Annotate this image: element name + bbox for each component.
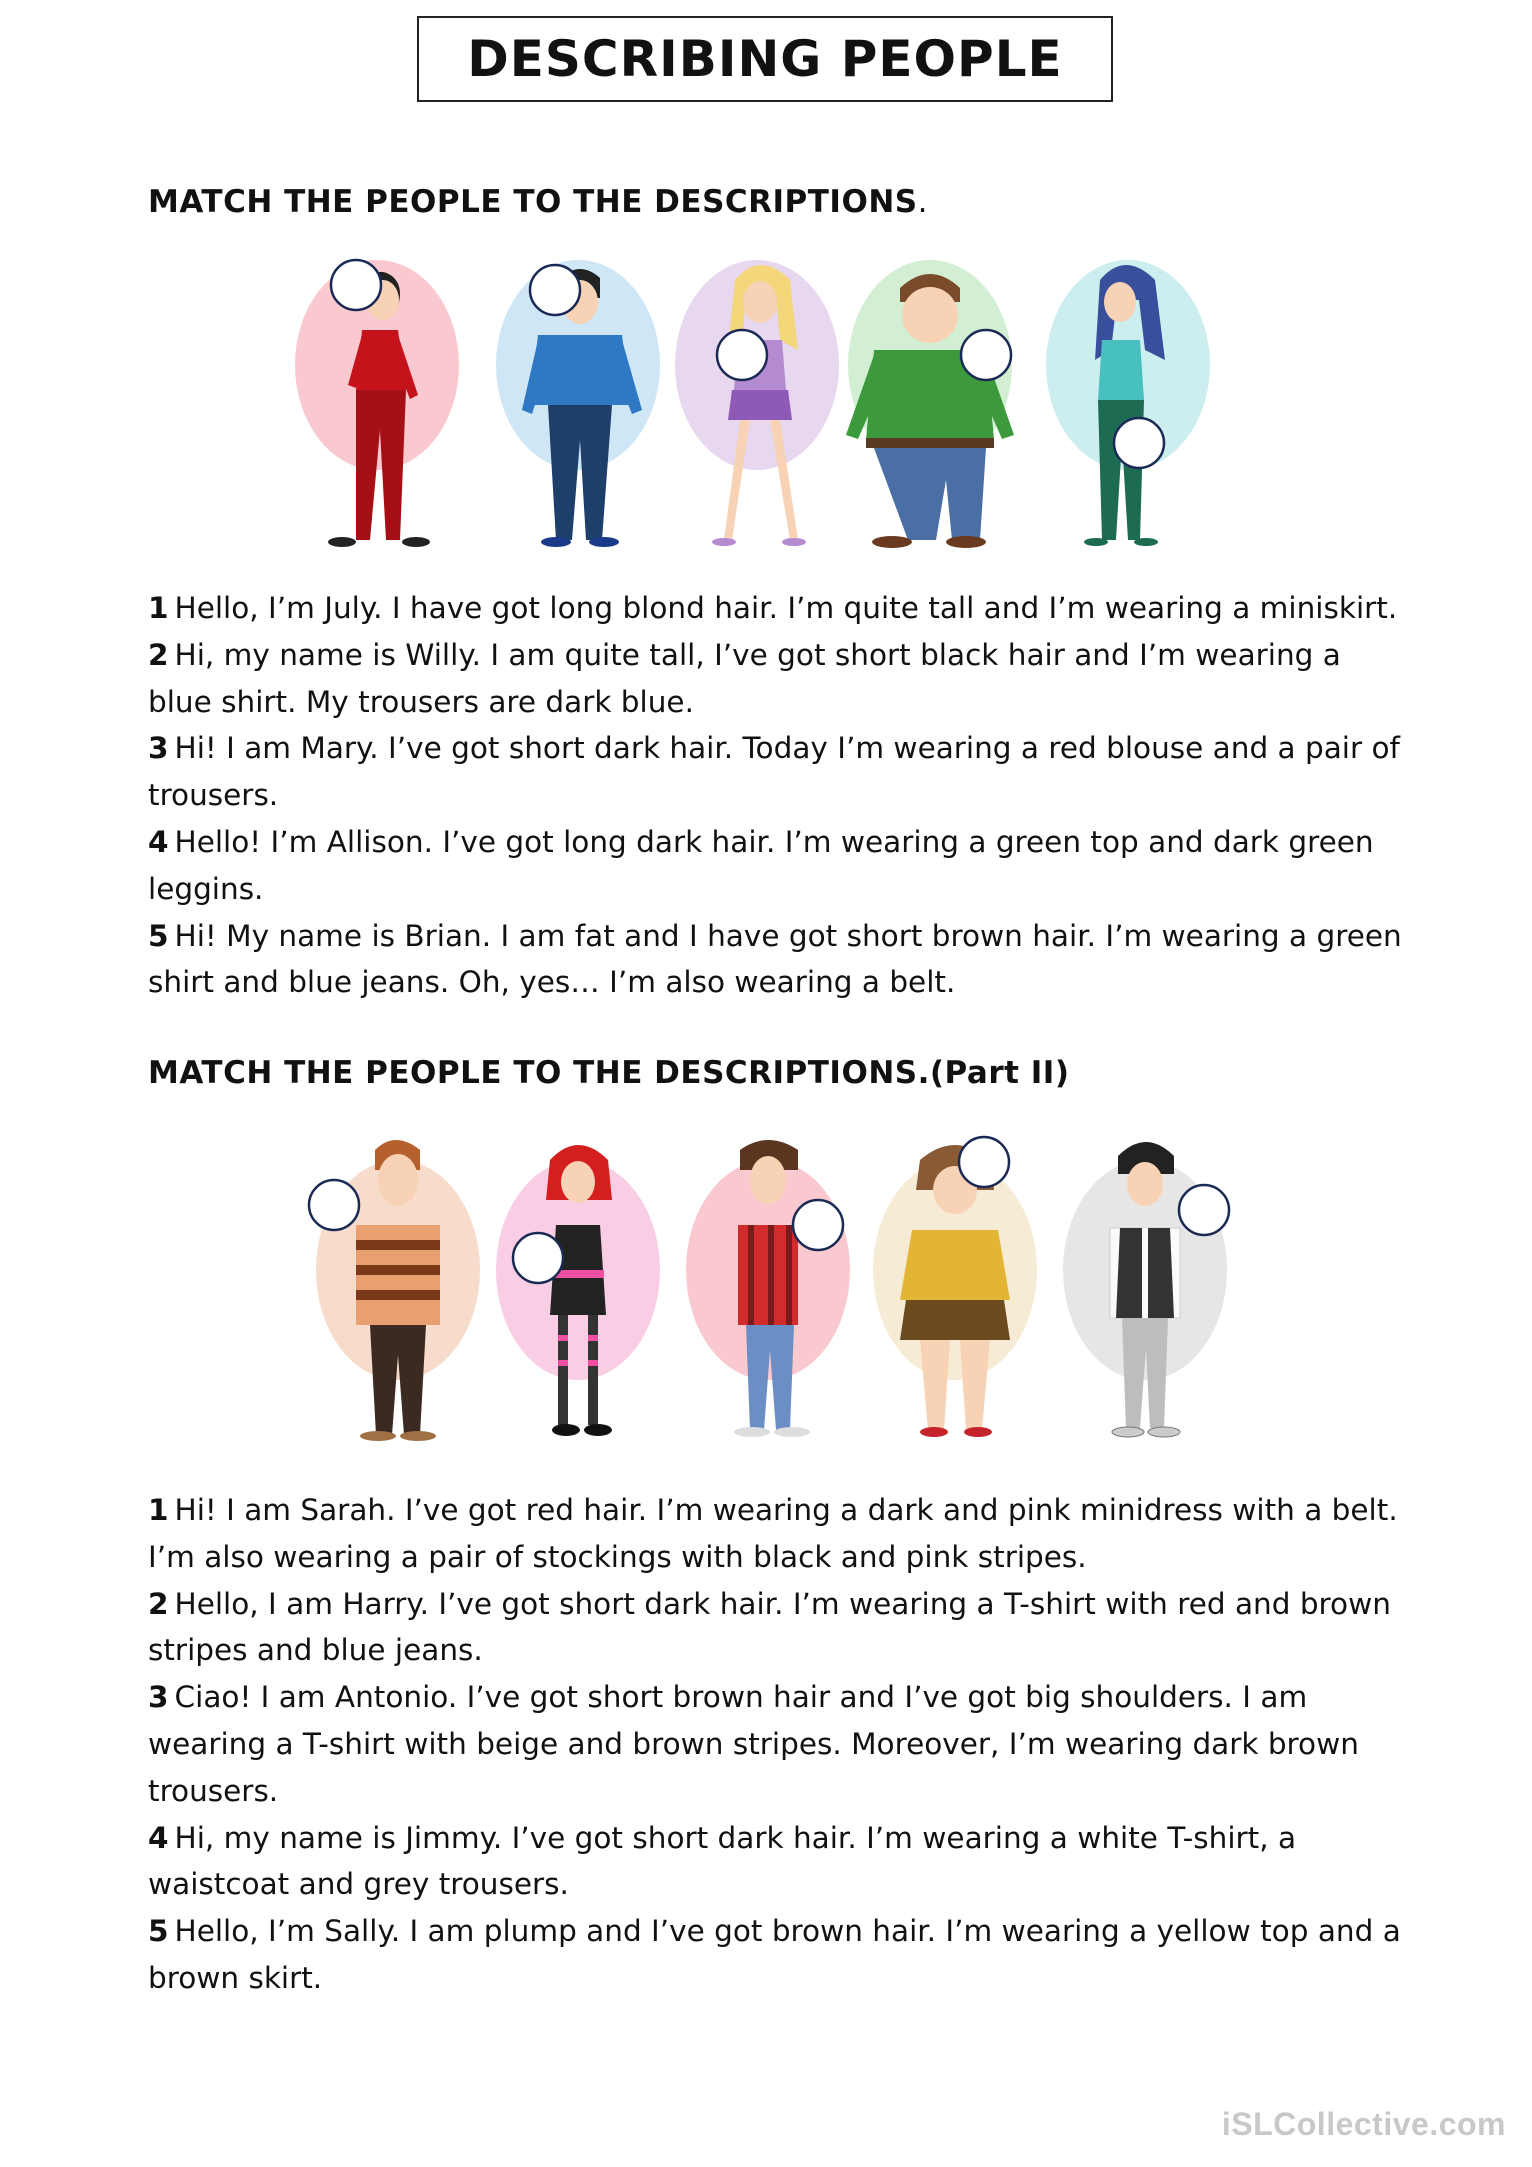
part2-description-5: 5 Hello, I’m Sally. I am plump and I’ve got brown hair. I’m wearing a yellow top and a brown skirt. <box>148 1914 1401 1995</box>
answer-circle-1[interactable] <box>331 260 381 310</box>
part1-heading-suffix: . <box>917 184 928 220</box>
part1-figures <box>0 240 1532 550</box>
figure-willy <box>496 260 660 547</box>
figure-allison <box>1046 260 1210 546</box>
answer-circle-9[interactable] <box>959 1137 1009 1187</box>
part2-description-4: 4 Hi, my name is Jimmy. I’ve got short dark hair. I’m wearing a white T-shirt, a waistcoat and grey trousers. <box>148 1820 1297 1902</box>
title-box <box>417 16 1113 102</box>
part1-description-5: 5 Hi! My name is Brian. I am fat and I have got short brown hair. I’m wearing a green shirt and blue jeans. Oh, yes… I’m also wearing a belt. <box>148 918 1402 1000</box>
answer-circle-2[interactable] <box>530 265 580 315</box>
part1-description-4: 4 Hello! I’m Allison. I’ve got long dark hair. I’m wearing a green top and dark green leggins. <box>148 824 1374 906</box>
part1-description-1: 1 Hello, I’m July. I have got long blond hair. I’m quite tall and I’m wearing a miniskirt. <box>148 591 1398 625</box>
figure-harry <box>686 1140 850 1437</box>
part2-descriptions <box>148 1487 1408 2002</box>
answer-circle-8[interactable] <box>793 1200 843 1250</box>
part1-descriptions <box>148 585 1408 1006</box>
part1-description-3: 3 Hi! I am Mary. I’ve got short dark hair. Today I’m wearing a red blouse and a pair of trousers. <box>148 731 1400 813</box>
figure-brian <box>846 260 1014 548</box>
part2-figures <box>0 1120 1532 1460</box>
part2-heading <box>148 1055 1069 1091</box>
figure-sally <box>873 1145 1037 1437</box>
part1-heading <box>148 184 928 220</box>
watermark: iSLCollective.com <box>1221 2106 1506 2142</box>
part1-heading-text: MATCH THE PEOPLE TO THE DESCRIPTIONS <box>148 184 918 220</box>
part2-heading-text: MATCH THE PEOPLE TO THE DESCRIPTIONS <box>148 1055 918 1091</box>
part2-heading-suffix: .(Part II) <box>917 1055 1070 1091</box>
figure-sarah <box>496 1145 660 1436</box>
answer-circle-5[interactable] <box>1114 418 1164 468</box>
answer-circle-7[interactable] <box>513 1233 563 1283</box>
part2-description-1: 1 Hi! I am Sarah. I’ve got red hair. I’m wearing a dark and pink minidress with a belt. I’m also wearing a pair of stockings with black and pink stripes. <box>148 1493 1398 1574</box>
page-title: DESCRIBING PEOPLE <box>467 30 1063 88</box>
part2-description-2: 2 Hello, I am Harry. I’ve got short dark hair. I’m wearing a T-shirt with red and brown stripes and blue jeans. <box>148 1586 1391 1668</box>
figure-mary <box>295 260 459 547</box>
answer-circle-10[interactable] <box>1179 1185 1229 1235</box>
answer-circle-6[interactable] <box>309 1180 359 1230</box>
part1-description-2: 2 Hi, my name is Willy. I am quite tall, I’ve got short black hair and I’m wearing a blue shirt. My trousers are dark blue. <box>148 637 1341 719</box>
answer-circle-3[interactable] <box>717 330 767 380</box>
part2-description-3: 3 Ciao! I am Antonio. I’ve got short brown hair and I’ve got big shoulders. I am wearing a T-shirt with beige and brown stripes. Moreover, I’m wearing dark brown trousers. <box>148 1680 1359 1808</box>
figure-july <box>675 260 839 546</box>
answer-circle-4[interactable] <box>961 330 1011 380</box>
